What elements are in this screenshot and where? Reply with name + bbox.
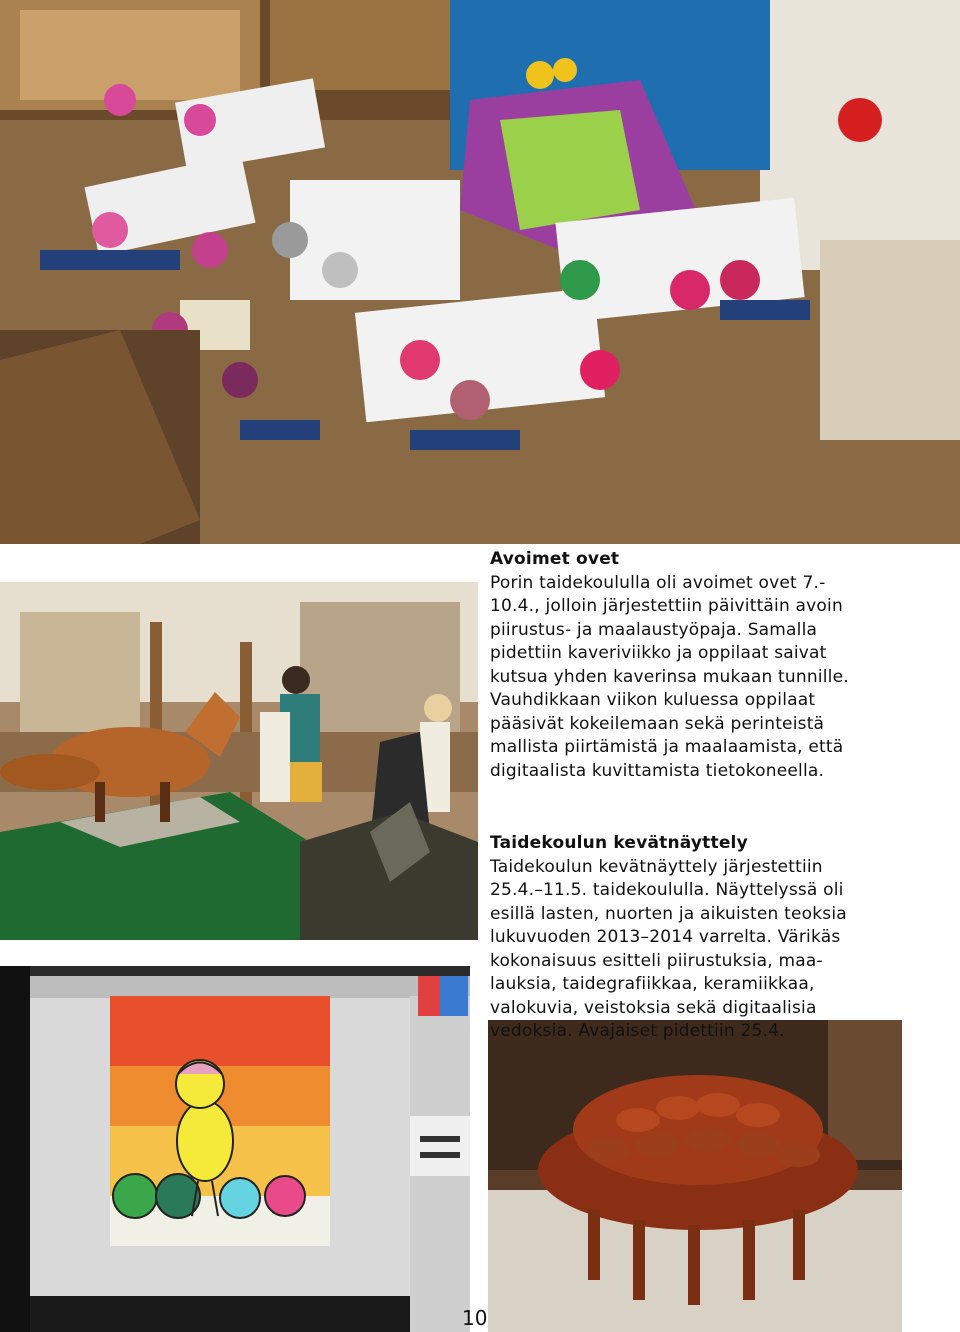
section-body: Porin taidekoululla oli avoimet ovet 7.- 10.4., jolloin järjestettiin päivittäin avoin piirustus- ja maalaustyöpaja. Samalla pidettiin kaveriviikko ja oppilaat saivat kutsua yhden kaverinsa mukaan tunnille. Vauhdikkaan viikon kuluessa oppilaat pääsivät kokeilemaan sekä perinteistä mallista piirtämistä ja maalaamista, että digitaalista kuvittamista tietokoneella.: [490, 572, 849, 781]
ceramic-sculpture-photo: [488, 1020, 902, 1332]
exhibition-fox-photo: [0, 582, 478, 940]
section-heading: Avoimet ovet: [490, 549, 620, 569]
digital-drawing-photo: [0, 966, 470, 1332]
article-section-open-doors: [490, 548, 900, 783]
article-section-spring-exhibition: [490, 832, 900, 1044]
classroom-workshop-photo: [0, 0, 960, 544]
section-heading: Taidekoulun kevätnäyttely: [490, 833, 748, 853]
section-body: Taidekoulun kevätnäyttely järjestettiin 25.4.–11.5. taidekoululla. Näyttelyssä oli esillä lasten, nuorten ja aikuisten teoksia lukuvuoden 2013–2014 varrelta. Värikäs kokonaisuus esitteli piirustuksia, maa- lauksia, taidegrafiikkaa, keramiikkaa, valokuvia, veistoksia sekä digitaalisia vedoksia. Avajaiset pidettiin 25.4.: [490, 856, 847, 1041]
page-number: 10: [462, 1306, 488, 1330]
